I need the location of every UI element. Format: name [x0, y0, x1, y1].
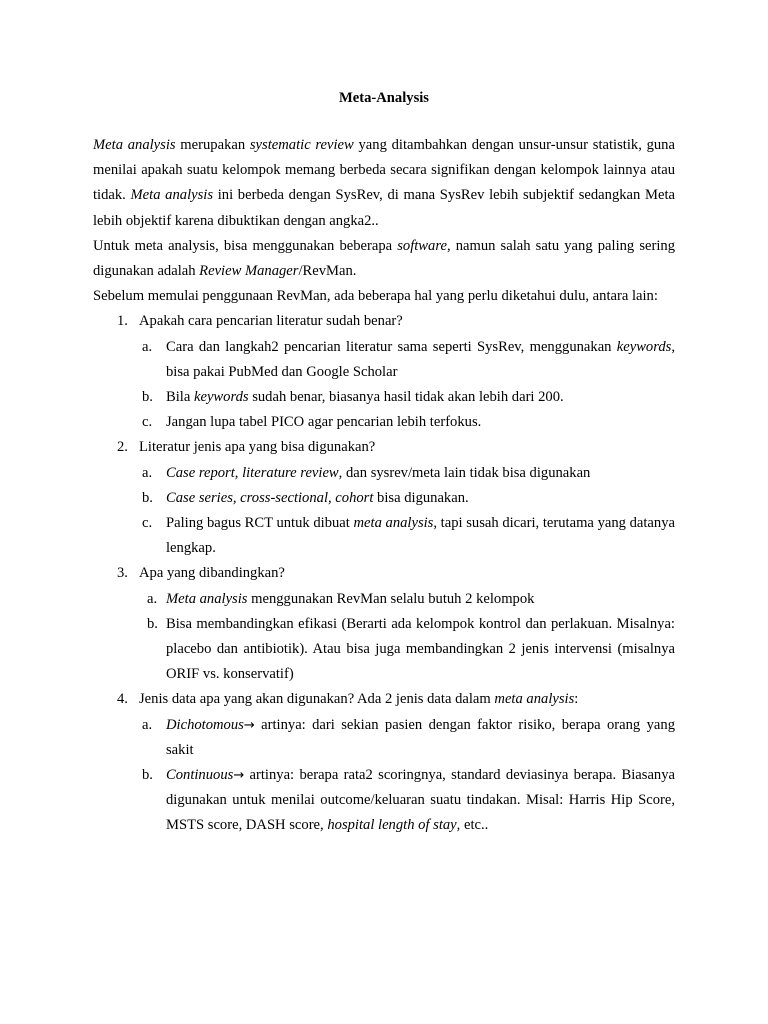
list-item-1: [93, 309, 675, 334]
term-meta-analysis: Meta analysis: [93, 137, 176, 153]
sublist-item-3b: [93, 612, 675, 688]
sublist-letter: a.: [142, 716, 153, 733]
term-software: software: [397, 237, 447, 254]
sublist-letter: b.: [142, 767, 153, 784]
arrow-right-icon: →: [233, 768, 245, 784]
term-keywords: keywords: [193, 389, 249, 406]
term-meta-analysis: Meta analysis: [130, 187, 214, 204]
list-item-text: Literatur jenis apa yang bisa digunakan?: [139, 439, 376, 456]
text-run: bisa digunakan.: [373, 489, 469, 506]
sublist-letter: c.: [142, 414, 153, 431]
term-keywords: keywords: [616, 338, 672, 355]
document-body: [93, 133, 675, 839]
text-run: , bisa pakai PubMed dan Google Scholar: [166, 338, 675, 380]
list-item-2: [93, 435, 675, 460]
term-meta-analysis: Meta analysis: [166, 590, 248, 607]
text-run: sudah benar, biasanya hasil tidak akan lebih dari 200.: [248, 389, 564, 406]
paragraph-prerequisites: [93, 284, 675, 309]
document-title: Meta-Analysis: [339, 90, 429, 106]
text-run: /RevMan.: [298, 263, 357, 280]
sublist-letter: b.: [142, 389, 153, 406]
text-run: Paling bagus RCT untuk dibuat: [166, 515, 354, 532]
term-meta-analysis: meta analysis: [494, 691, 575, 708]
text-run: menggunakan RevMan selalu butuh 2 kelompok: [247, 590, 535, 607]
text-run: :: [574, 691, 579, 708]
list-number: 3.: [117, 565, 128, 582]
text-run: merupakan: [175, 137, 250, 153]
sublist-item-2b: [93, 486, 675, 511]
paragraph-software: [93, 234, 675, 284]
list-item-3: [93, 561, 675, 586]
term-continuous: Continuous: [166, 767, 234, 784]
sublist-item-3a: [93, 587, 675, 612]
term-study-types: Case series, cross-sectional, cohort: [166, 489, 374, 506]
sublist-item-4a: [93, 713, 675, 763]
term-dichotomous: Dichotomous: [166, 716, 244, 733]
term-study-types: Case report, literature review: [166, 464, 339, 481]
term-systematic-review: systematic review: [249, 137, 354, 153]
text-run: Cara dan langkah2 pencarian literatur sama seperti SysRev, menggunakan: [166, 338, 617, 355]
sublist-item-1a: [93, 335, 675, 385]
text-run: yang ditambahkan dengan unsur-unsur statistik, guna menilai apakah suatu kelompok memang berbeda secara signifikan dengan kelompok lainnya atau tidak.: [93, 137, 675, 204]
text-run: ini berbeda dengan SysRev, di mana SysRev lebih subjektif sedangkan Meta lebih objektif karena dibuktikan dengan angka2..: [93, 187, 675, 229]
term-hospital-length-of-stay: hospital length of stay: [327, 817, 457, 834]
list-number: 1.: [117, 313, 128, 330]
term-review-manager: Review Manager: [199, 263, 299, 280]
text-run: , dan sysrev/meta lain tidak bisa digunakan: [338, 464, 591, 481]
text-run: , etc..: [456, 817, 489, 834]
list-number: 4.: [117, 691, 128, 708]
text-run: , tapi susah dicari, terutama yang datanya lengkap.: [166, 515, 675, 557]
sublist-letter: c.: [142, 515, 153, 532]
sublist-item-1b: [93, 385, 675, 410]
list-item-text: Apakah cara pencarian literatur sudah benar?: [139, 313, 403, 330]
text-run: Sebelum memulai penggunaan RevMan, ada beberapa hal yang perlu diketahui dulu, antara lain:: [93, 288, 658, 305]
list-item-text: Apa yang dibandingkan?: [139, 565, 285, 582]
text-run: Bisa membandingkan efikasi (Berarti ada kelompok kontrol dan perlakuan. Misalnya: placebo dan antibiotik). Atau bisa juga membandingkan 2 jenis intervensi (misalnya ORIF vs. konservatif): [166, 615, 675, 683]
text-run: , namun salah satu yang paling sering digunakan adalah: [93, 237, 675, 280]
text-run: Bila: [166, 389, 194, 406]
sublist-item-1c: [93, 410, 675, 435]
text-run: Jenis data apa yang akan digunakan? Ada 2 jenis data dalam: [139, 691, 495, 708]
sublist-letter: b.: [147, 615, 158, 632]
text-run: artinya: berapa rata2 scoringnya, standard deviasinya berapa. Biasanya digunakan untuk menilai outcome/keluaran suatu tindakan. Misal: Harris Hip Score, MSTS score, DASH score,: [166, 767, 675, 834]
sublist-letter: b.: [142, 489, 153, 506]
sublist-letter: a.: [147, 590, 158, 607]
sublist-letter: a.: [142, 464, 153, 481]
sublist-item-2c: [93, 511, 675, 561]
sublist-item-4b: [93, 763, 675, 839]
text-run: Jangan lupa tabel PICO agar pencarian lebih terfokus.: [166, 414, 482, 431]
text-run: Untuk meta analysis, bisa menggunakan beberapa: [93, 237, 398, 254]
term-meta-analysis: meta analysis: [353, 515, 434, 532]
sublist-letter: a.: [142, 338, 153, 355]
arrow-right-icon: →: [243, 717, 255, 733]
sublist-item-2a: [93, 461, 675, 486]
text-run: artinya: dari sekian pasien dengan faktor risiko, berapa orang yang sakit: [166, 716, 675, 758]
paragraph-intro: [93, 133, 675, 234]
list-item-4: [93, 687, 675, 712]
list-number: 2.: [117, 439, 128, 456]
